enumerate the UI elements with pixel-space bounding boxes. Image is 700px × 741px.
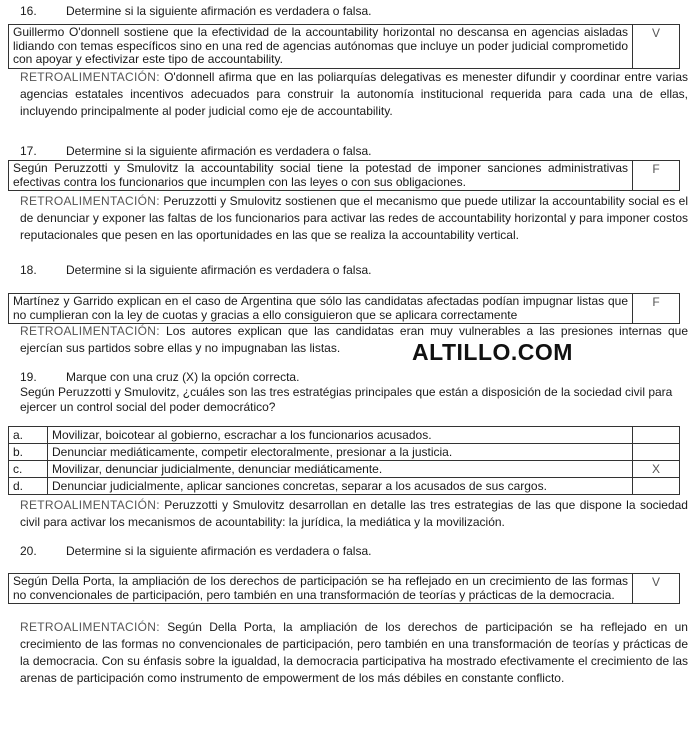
feedback-label: RETROALIMENTACIÓN: xyxy=(20,194,160,208)
option-mark-cell[interactable] xyxy=(633,427,680,444)
question-number: 17. xyxy=(20,144,37,158)
option-row xyxy=(9,444,680,461)
feedback-text: Según Della Porta, la ampliación de los derechos de participación se ha reflejado en un crecimiento de las formas no convencionales de participación, pero también en una transformación de teorías y prácticas de la democracia. Con su énfasis sobre la igualdad, la democracia participativa ha mostrado efectivamente el crecimiento de las arenas de participación como instrumento de empowerment de los más débiles en constante conflicto. xyxy=(20,620,688,685)
option-letter: b. xyxy=(9,444,48,461)
question-16-statement-box xyxy=(8,24,680,69)
feedback-text: O'donnell afirma que en las poliarquías delegativas es menester difundir y coordinar entre varias agencias estatales incentivos adecuados para construir la autonomía institucional requerida para cada una de ellas, incluyendo principalmente al poder judicial como eje de accountability. xyxy=(20,70,688,118)
option-row xyxy=(9,478,680,495)
option-text: Denunciar judicialmente, aplicar sanciones concretas, separar a los acusados de sus cargos. xyxy=(48,478,633,495)
option-mark-cell[interactable] xyxy=(633,444,680,461)
question-prompt: Determine si la siguiente afirmación es verdadera o falsa. xyxy=(66,263,372,277)
question-prompt: Determine si la siguiente afirmación es verdadera o falsa. xyxy=(66,544,372,558)
question-18-statement-box xyxy=(8,293,680,324)
feedback-text: Peruzzotti y Smulovitz sostienen que el mecanismo que puede utilizar la accountability social es el de denunciar y exponer las faltas de los funcionarios para activar las redes de accountability horizontal y para imponer costos reputacionales que pesen en las oportunidades en las que se realiza la accountability vertical. xyxy=(20,194,689,242)
question-19-header xyxy=(20,370,299,384)
question-number: 16. xyxy=(20,4,37,18)
option-mark-cell[interactable] xyxy=(633,478,680,495)
question-number: 20. xyxy=(20,544,37,558)
option-mark-cell[interactable]: X xyxy=(633,461,680,478)
question-19-text: Según Peruzzotti y Smulovitz, ¿cuáles son las tres estratégias principales que están a disposición de la sociedad civil para ejercer un control social del poder democrático? xyxy=(20,385,673,414)
option-text: Denunciar mediáticamente, competir electoralmente, presionar a la justicia. xyxy=(48,444,633,461)
question-number: 18. xyxy=(20,263,37,277)
option-text: Movilizar, denunciar judicialmente, denunciar mediáticamente. xyxy=(48,461,633,478)
question-prompt: Determine si la siguiente afirmación es verdadera o falsa. xyxy=(66,144,372,158)
option-letter: a. xyxy=(9,427,48,444)
statement-text: Según Peruzzotti y Smulovitz la accountability social tiene la potestad de imponer sanciones administrativas efectivas contra los funcionarios que incumplen con las leyes o con sus obligaciones. xyxy=(9,161,633,190)
option-text: Movilizar, boicotear al gobierno, escrachar a los funcionarios acusados. xyxy=(48,427,633,444)
question-17-feedback xyxy=(20,193,688,244)
question-prompt: Determine si la siguiente afirmación es verdadera o falsa. xyxy=(66,4,372,18)
option-row xyxy=(9,427,680,444)
feedback-label: RETROALIMENTACIÓN: xyxy=(20,70,160,84)
question-16-header xyxy=(20,4,371,18)
feedback-label: RETROALIMENTACIÓN: xyxy=(20,620,160,634)
question-17-header xyxy=(20,144,371,158)
feedback-label: RETROALIMENTACIÓN: xyxy=(20,324,160,338)
feedback-text: Los autores explican que las candidatas eran muy vulnerables a las presiones internas que ejercían sus partidos sobre ellas y no impugnaban las listas. xyxy=(20,324,688,355)
question-20-statement-box xyxy=(8,573,680,604)
feedback-label: RETROALIMENTACIÓN: xyxy=(20,498,160,512)
question-19-options-table xyxy=(8,426,680,495)
question-18-header xyxy=(20,263,371,277)
question-16-feedback xyxy=(20,69,688,120)
statement-text: Guillermo O'donnell sostiene que la efectividad de la accountability horizontal no descansa en agencias aisladas lidiando con temas específicos sino en una red de agencias autónomas que incluye un poder judicial comprometido con apoyar y efectivizar este tipo de accountability. xyxy=(9,25,633,68)
answer-cell: V xyxy=(651,26,660,40)
question-19-feedback xyxy=(20,497,688,531)
site-watermark: ALTILLO.COM xyxy=(412,339,573,365)
question-20-header xyxy=(20,544,371,558)
question-20-feedback xyxy=(20,619,688,687)
answer-cell: F xyxy=(652,162,660,176)
statement-text: Martínez y Garrido explican en el caso de Argentina que sólo las candidatas afectadas podían impugnar listas que no cumplieran con la ley de cuotas y gracias a ello consiguieron que se aplicara correctamente xyxy=(9,294,633,323)
option-letter: c. xyxy=(9,461,48,478)
feedback-text: Peruzzotti y Smulovitz desarrollan en detalle las tres estrategias de las que dispone la sociedad civil para activar los mecanismos de acountability: la jurídica, la mediática y la movilización. xyxy=(20,498,688,529)
option-letter: d. xyxy=(9,478,48,495)
question-17-statement-box xyxy=(8,160,680,191)
question-prompt: Marque con una cruz (X) la opción correcta. xyxy=(66,370,300,384)
question-18-feedback xyxy=(20,323,688,357)
statement-text: Según Della Porta, la ampliación de los derechos de participación se ha reflejado en un crecimiento de las formas no convencionales de participación, pero también en una transformación de teorías y prácticas de la democracia. xyxy=(9,574,633,603)
answer-cell: F xyxy=(652,295,660,309)
question-number: 19. xyxy=(20,370,37,384)
option-row xyxy=(9,461,680,478)
answer-cell: V xyxy=(651,575,660,589)
